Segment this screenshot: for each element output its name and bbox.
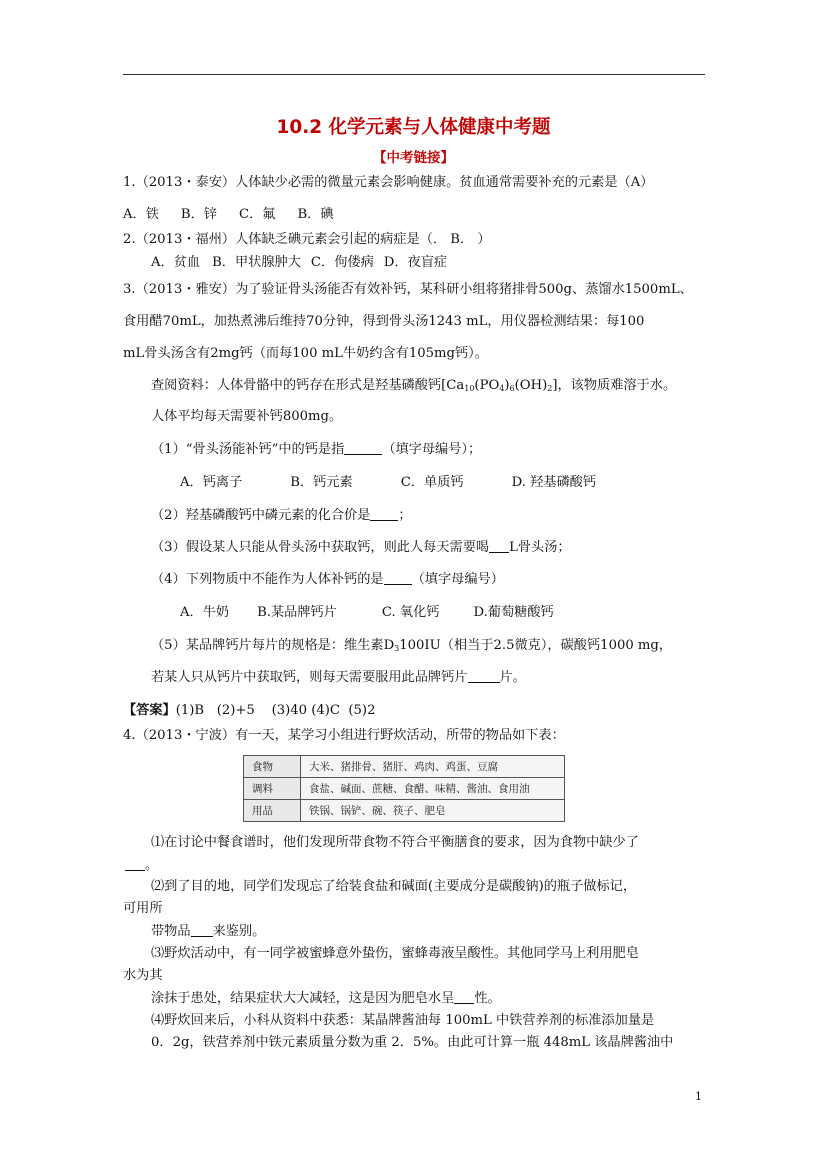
q1-option-a: A．铁 — [123, 207, 159, 222]
table-cell-items: 食盐、碱面、蔗糖、食醋、味精、酱油、食用油 — [301, 778, 565, 800]
q3-sub4-option-d: D.葡萄糖酸钙 — [473, 605, 554, 620]
answer-blank — [370, 507, 398, 521]
q2-stem: 2.（2013・福州）人体缺乏碘元素会引起的病症是（． B． ） — [123, 232, 491, 247]
table-cell-items: 铁锅、锅铲、碗、筷子、肥皂 — [301, 800, 565, 822]
q3-info: 查阅资料：人体骨骼中的钙存在形式是羟基磷酸钙$[Ca_{10}(PO_4)_6(OH)_2]$，该物质难溶于水。 — [151, 378, 677, 393]
q3-answer: 【答案】(1)B (2)+5 (3)40 (4)C (5)2 — [123, 703, 376, 718]
q4-part1-line-2: 。 — [125, 857, 158, 875]
q3-info-2: 人体平均每天需要补钙800mg。 — [151, 409, 343, 424]
q2-option-a: A．贫血 — [151, 255, 201, 270]
table-row — [244, 778, 565, 800]
table-row — [244, 756, 565, 778]
answer-blank — [125, 857, 145, 871]
q3-sub1-option-a: A．钙离子 — [180, 475, 243, 490]
q1-option-d: B．碘 — [297, 207, 334, 222]
q4-part4-line-2: 0．2g，铁营养剂中铁元素质量分数为重 2．5%。由此可计算一瓶 448mL 该晶牌酱油中 — [151, 1035, 674, 1050]
q3-sub4-option-b: B.某品牌钙片 — [257, 605, 337, 620]
q3-sub1: （1）“骨头汤能补钙”中的钙是指 （填字母编号）； — [151, 442, 482, 457]
q1-option-c: C．氟 — [238, 207, 276, 222]
q1-option-b: B．锌 — [180, 207, 217, 222]
q1-stem: 1.（2013・泰安）人体缺少必需的微量元素会影响健康。贫血通常需要补充的元素是（A） — [123, 175, 654, 190]
page-title: 10.2 化学元素与人体健康中考题 — [276, 117, 551, 138]
answer-blank — [454, 990, 474, 1004]
table-cell-category: 调料 — [244, 778, 301, 800]
q1-options — [123, 206, 334, 224]
answer-blank — [384, 571, 412, 585]
q3-sub1-option-c: C．单质钙 — [400, 475, 464, 490]
q3-sub5: （5）某品牌钙片每片的规格是：维生素$D_3100IU$（相当于2.5微克），碳酸钙1000 mg， — [151, 638, 673, 653]
q3-sub2: （2）羟基磷酸钙中磷元素的化合价是 ； — [151, 508, 412, 523]
table-row — [244, 800, 565, 822]
table-cell-category: 食物 — [244, 756, 301, 778]
q2-option-d: D．夜盲症 — [383, 255, 448, 270]
table-cell-category: 用品 — [244, 800, 301, 822]
q4-part3-line-1: ⑶野炊活动中，有一同学被蜜蜂意外蛰伤，蜜蜂毒液呈酸性。其他同学马上利用肥皂 — [151, 946, 639, 961]
q3-line-3: mL骨头汤含有2mg钙（而每100 mL牛奶约含有105mg钙）。 — [123, 346, 488, 361]
answer-blank — [489, 539, 509, 553]
q2-options — [151, 254, 447, 272]
q4-part2-line-1: ⑵到了目的地，同学们发现忘了给装食盐和碱面(主要成分是碳酸钠)的瓶子做标记， — [151, 879, 637, 894]
section-heading: 【中考链接】 — [373, 150, 454, 166]
q4-part2-line-2: 可用所 — [123, 901, 163, 916]
q2-option-b: B．甲状腺肿大 — [212, 255, 301, 270]
q4-part4-line-1: ⑷野炊回来后，小科从资料中获悉：某晶牌酱油每 100mL 中铁营养剂的标准添加量是 — [151, 1013, 655, 1028]
q3-line-1: 3.（2013・雅安）为了验证骨头汤能否有效补钙，某科研小组将猪排骨500g、蒸馏水1500mL、 — [123, 282, 693, 297]
q3-sub4: （4）下列物质中不能作为人体补钙的是 （填字母编号） — [151, 572, 504, 587]
q3-sub4-options — [180, 604, 554, 622]
supplies-table — [243, 755, 565, 822]
answer-blank — [344, 441, 382, 455]
q2-option-c: C．佝偻病 — [310, 255, 374, 270]
q3-sub4-option-c: C. 氧化钙 — [381, 605, 440, 620]
answer-blank — [191, 923, 213, 937]
q4-stem: 4.（2013・宁波）有一天，某学习小组进行野炊活动，所带的物品如下表： — [123, 728, 565, 743]
q3-sub3: （3）假设某人只能从骨头汤中获取钙，则此人每天需要喝 L骨头汤； — [151, 540, 571, 555]
q3-sub1-option-b: B．钙元素 — [290, 475, 353, 490]
q3-sub4-option-a: A．牛奶 — [180, 605, 230, 620]
q3-sub5-line-2: 若某人只从钙片中获取钙，则每天需要服用此品牌钙片 片。 — [151, 670, 526, 685]
answer-blank — [468, 669, 500, 683]
q3-line-2: 食用醋70mL，加热煮沸后维持70分钟，得到骨头汤1243 mL，用仪器检测结果：每100 — [123, 314, 645, 329]
q3-sub1-option-d: D. 羟基磷酸钙 — [511, 475, 597, 490]
q4-part3-line-3: 涂抹于患处，结果症状大大减轻，这是因为肥皂水呈 性。 — [151, 991, 501, 1006]
q4-part1-line-1: ⑴在讨论中餐食谱时，他们发现所带食物不符合平衡膳食的要求，因为食物中缺少了 — [151, 835, 639, 850]
q4-part3-line-2: 水为其 — [123, 968, 163, 983]
page-number: 1 — [695, 1090, 702, 1103]
q3-sub1-options — [180, 474, 596, 492]
header-rule — [123, 74, 705, 75]
table-cell-items: 大米、猪排骨、猪肝、鸡肉、鸡蛋、豆腐 — [301, 756, 565, 778]
q4-part2-line-3: 带物品 来鉴别。 — [151, 924, 266, 939]
